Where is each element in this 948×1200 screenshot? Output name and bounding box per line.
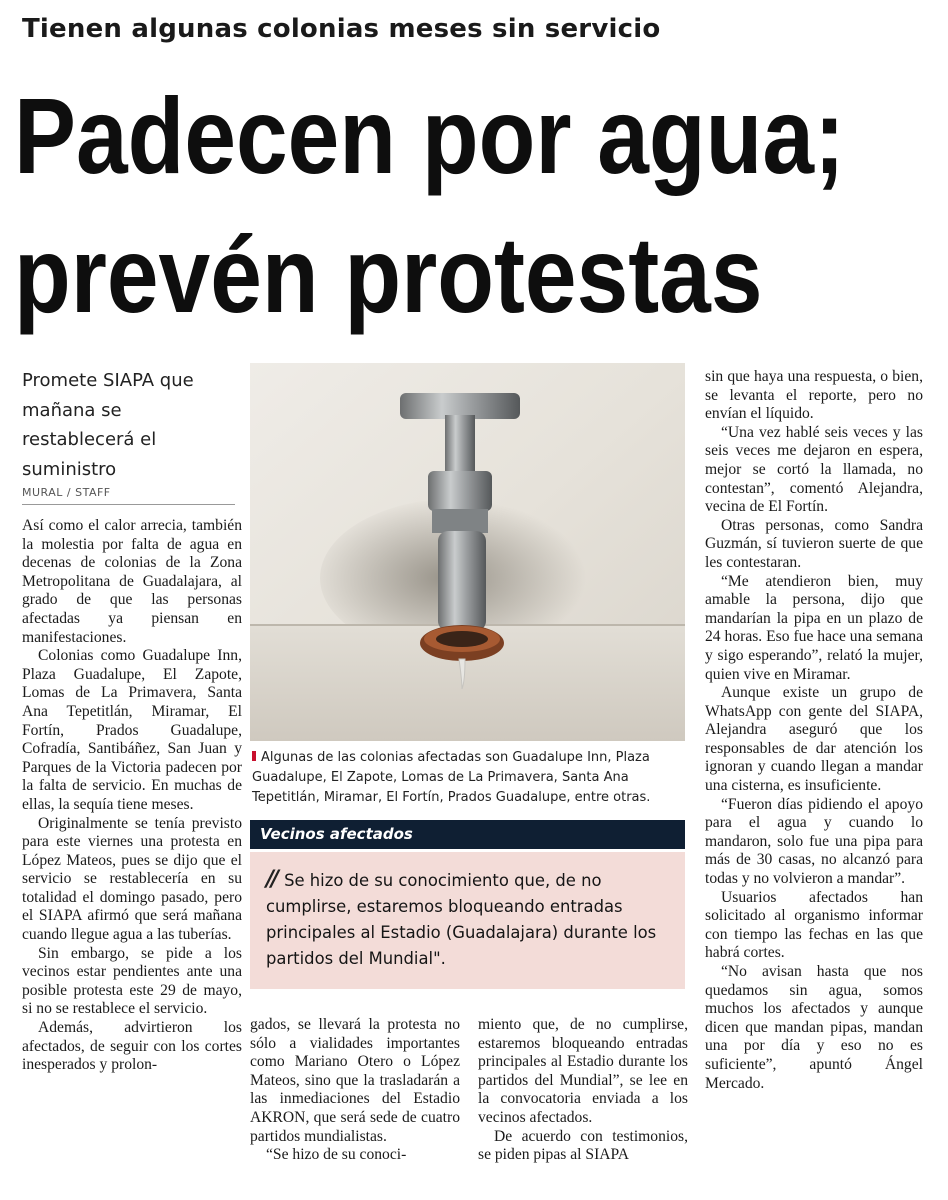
paragraph: “No avisan hasta que nos quedamos sin agua, somos muchos los afectados y aunque dicen que mandan pipas, mandan una por día y eso no es suficiente”, apuntó Ángel Mercado. [705, 963, 923, 1092]
caption-marker [252, 751, 256, 761]
pullquote [266, 868, 676, 972]
photo-caption [252, 748, 692, 808]
paragraph: De acuerdo con testimonios, se piden pipas al SIAPA [478, 1127, 688, 1164]
caption-text: Algunas de las colonias afectadas son Guadalupe Inn, Plaza Guadalupe, El Zapote, Lomas de La Primavera, Santa Ana Tepetitlán, Miramar, El Fortín, Prados Guadalupe, entre otras. [252, 750, 651, 805]
paragraph: Sin embargo, se pide a los vecinos estar pendientes ante una posible protesta este 29 de mayo, si no se restablece el servicio. [22, 944, 242, 1018]
pullquote-label: Vecinos afectados [260, 825, 413, 843]
paragraph: Originalmente se tenía previsto para este viernes una protesta en López Mateos, pues se dijo que el servicio se restablecería en su totalidad el domingo pasado, pero el SIAPA afirmó que será mañana cuando llegue agua a las tuberías. [22, 814, 242, 944]
quote-mark-icon: // [266, 867, 277, 892]
pullquote-text: Se hizo de su conocimiento que, de no cumplirse, estaremos bloqueando entradas principales al Estadio (Guadalajara) durante los partidos del Mundial". [266, 871, 657, 968]
body-column-3 [478, 1016, 688, 1165]
pullquote-label-bar [250, 820, 685, 849]
headline-line-2: prevén protestas [14, 214, 763, 335]
body-column-2 [250, 1016, 460, 1165]
paragraph: Colonias como Guadalupe Inn, Plaza Guadalupe, El Zapote, Lomas de La Primavera, Santa Ana Tepetitlán, Miramar, El Fortín, Prados Guadalupe, Cofradía, Santibáñez, San Juan y Parques de la Victoria padecen por la falta de servicio. En muchas de ellas, la sequía tiene meses. [22, 647, 242, 813]
headline-line-1: Padecen por agua; [14, 75, 845, 196]
paragraph: Otras personas, como Sandra Guzmán, sí tuvieron suerte de que les contestaran. [705, 516, 923, 571]
paragraph: gados, se llevará la protesta no sólo a vialidades importantes como Mariano Otero o López Mateos, sino que la trasladarán a las inmediaciones del Estadio AKRON, que será sede de cuatro partidos mundialistas. [250, 1016, 460, 1145]
deck: Promete SIAPA que mañana se restablecerá el suministro [22, 370, 194, 480]
kicker: Tienen algunas colonias meses sin servicio [22, 14, 661, 44]
paragraph: “Fueron días pidiendo el apoyo para el agua y cuando lo mandaron, solo fue una pipa para más de 30 casas, no alcanzó para todas y no volvieron a mandar”. [705, 795, 923, 888]
paragraph: Aunque existe un grupo de WhatsApp con gente del SIAPA, Alejandra aseguró que los responsables de dar atención los ignoran y cuando llegan a mandar una cisterna, es insuficiente. [705, 684, 923, 795]
body-column-1 [22, 517, 242, 1075]
paragraph: “Se hizo de su conoci- [266, 1146, 407, 1164]
paragraph: miento que, de no cumplirse, estaremos bloqueando entradas principales al Estadio durante los partidos del Mundial”, se lee en la convocatoria enviada a los vecinos afectados. [478, 1016, 688, 1126]
byline-credit: MURAL / STAFF [22, 486, 111, 499]
paragraph: “Me atendieron bien, muy amable la persona, dijo que mandarían la pipa en un plazo de 24 horas. Eso fue hace una semana y sigo esperando”, relató la mujer, quien vive en Miramar. [705, 572, 923, 683]
paragraph: sin que haya una respuesta, o bien, se levanta el reporte, pero no envían el líquido. [705, 368, 923, 423]
paragraph: Así como el calor arrecia, también la molestia por falta de agua en decenas de colonias de la Zona Metropolitana de Guadalajara, al grado de que las personas afectadas ya piensan en manifestaciones. [22, 517, 242, 646]
faucet-image [250, 363, 685, 741]
paragraph: “Una vez hablé seis veces y las seis veces me dejaron en espera, mejor se cortó la llamada, no contestan”, comentó Alejandra, vecina de El Fortín. [705, 423, 923, 516]
divider [22, 504, 235, 505]
faucet-photo [250, 363, 685, 741]
paragraph: Usuarios afectados han solicitado al organismo informar con tiempo las fechas en las que habrá cortes. [705, 888, 923, 962]
paragraph: Además, advirtieron los afectados, de seguir con los cortes inesperados y prolon- [22, 1019, 242, 1074]
body-column-4 [705, 368, 923, 1093]
